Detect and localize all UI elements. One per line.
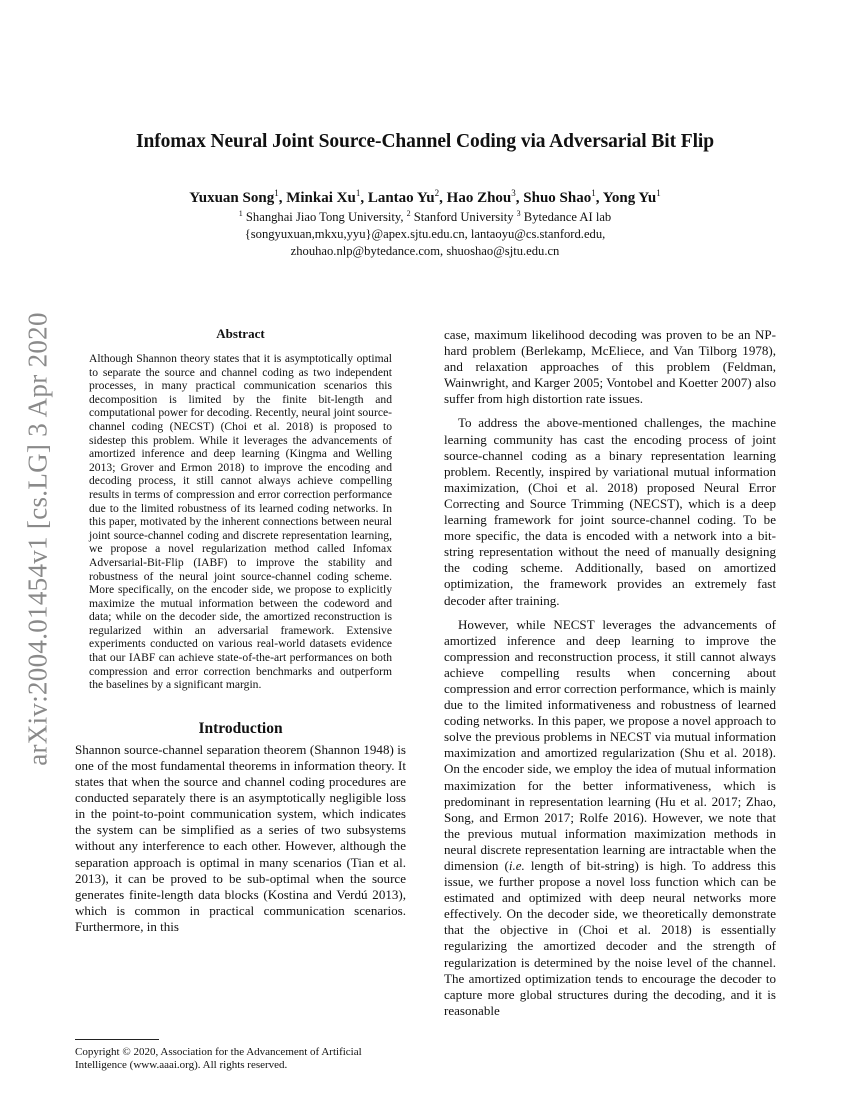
author-name: Lantao Yu: [367, 190, 435, 206]
abstract-text: Although Shannon theory states that it is asymptotically optimal to separate the source and channel coding as two independent processes, in many practical communication scenarios this decomposition is limited by the finite bit-length and computational power for decoding. Recently, neural joint source-channel coding (NECST) (Choi et al. 2018) is proposed to sidestep this problem. While it leverages the advancements of amortized inference and deep learning (Kingma and Welling 2013; Grover and Ermon 2018) to improve the encoding and decoding process, it still cannot always achieve compelling results in terms of compression and error correction performance due to the limited robustness of its learned coding networks. In this paper, motivated by the inherent connections between neural joint source-channel coding and discrete representation learning, we propose a novel regularization method called Infomax Adversarial-Bit-Flip (IABF) to improve the stability and robustness of the neural joint source-channel coding scheme. More specifically, on the encoder side, we propose to explicitly maximize the mutual information between the codeword and data; while on the decoder side, the amortized reconstruction is regularized within an adversarial framework. Extensive experiments conducted on various real-world datasets evidence that our IABF can achieve state-of-the-art performances on both compression and error correction benchmarks and outperform the baselines by a significant margin.: [89, 352, 392, 692]
author-affil-mark: 1: [355, 188, 361, 198]
affiliation-name: Shanghai Jiao Tong University,: [242, 210, 407, 224]
author-name: Hao Zhou: [446, 190, 512, 206]
author-separator: ,: [595, 190, 603, 206]
paragraph-text: However, while NECST leverages the advancements of amortized inference and deep learning to improve the compression and reconstruction process, it still cannot always achieve compelling results when concerning about compression and error correction performance, which is mainly due to the limited informativeness and robustness of learned coding networks. In this paper, we propose a novel approach to solve the previous problems in NECST via mutual information maximization and amortized regularization (Shu et al. 2018). On the encoder side, we employ the idea of mutual information maximization for the better informativeness, which is predominant in representation learning (Hu et al. 2017; Zhao, Song, and Ermon 2017; Rolfe 2016). However, we note that the previous mutual information maximization methods in neural discrete representation learning are intractable when the dimension (: [444, 616, 776, 873]
affil-mark: 3: [516, 209, 521, 218]
italic-abbrev: i.e.: [508, 858, 525, 873]
author-name: Minkai Xu: [286, 190, 356, 206]
author-affil-mark: 1: [591, 188, 596, 198]
paragraph-text: length of bit-string) is high. To address this issue, we further propose a novel loss function which can be estimated and optimized with deep neural networks more effectively. On the decoder side, we theoretically demonstrate that the objective in (Choi et al. 2018) is essentially regularizing the amortized decoder and the strength of regularization is determined by the noise level of the channel. The amortized optimization tends to encourage the decoder to capture more global structures during the decoding, and it is reasonable: [444, 858, 776, 1018]
author-separator: ,: [515, 190, 524, 206]
affiliation-name: Stanford University: [410, 210, 517, 224]
author-affil-mark: 2: [434, 188, 440, 198]
copyright-text: 2020, Association for the Advancement of Artificial Intelligence (www.aaai.org). All rights reserved.: [75, 1046, 362, 1072]
author-separator: ,: [360, 190, 368, 206]
author-affil-mark: 1: [274, 188, 279, 198]
right-paragraph-3: [444, 617, 776, 1019]
left-column: [75, 326, 406, 935]
introduction-paragraph-1: Shannon source-channel separation theorem (Shannon 1948) is one of the most fundamental theorems in information theory. It states that when the source and channel coding procedures are conducted separately there is an asymptotically negligible loss in the point-to-point communication system, which indicates the system can be simplified as a series of two subsystems without any interference to each other. However, although the separation approach is optimal in many scenarios (Tian et al. 2013), it can be proved to be sub-optimal when the source generates finite-length data blocks (Kostina and Verdú 2013), which is common in practical communication scenarios. Furthermore, in this: [75, 741, 406, 934]
affiliation-name: Bytedance AI lab: [520, 210, 612, 224]
right-paragraph-1: case, maximum likelihood decoding was proven to be an NP-hard problem (Berlekamp, McEliece, and Van Tilborg 1978), and relaxation approaches of this problem (Feldman, Wainwright, and Karger 2005; Vontobel and Koetter 2007) also suffer from high distortion rate issues.: [444, 327, 776, 407]
author-name: Yuxuan Song: [189, 190, 275, 206]
email-line-1: {songyuxuan,mkxu,yyu}@apex.sjtu.edu.cn, lantaoyu@cs.stanford.edu,: [244, 227, 606, 241]
introduction-heading: Introduction: [198, 719, 283, 737]
right-paragraph-2: To address the above-mentioned challenges, the machine learning community has cast the encoding process of joint source-channel coding as a binary representation learning problem. Recently, inspired by variational mutual information maximization, (Choi et al. 2018) proposed Neural Error Correcting and Source Trimming (NECST), which is a deep learning framework for joint source-channel coding. To be more specific, the data is encoded with a network into a bit-string representation without the need of manually designing the coding scheme. Additionally, based on amortized optimization, the framework provides an extremely fast decoder after training.: [444, 415, 776, 608]
copyright-footnote: [75, 1046, 406, 1072]
copyright-symbol: ©: [122, 1046, 131, 1058]
author-name: Yong Yu: [602, 190, 657, 206]
author-separator: ,: [439, 190, 447, 206]
paper-title: Infomax Neural Joint Source-Channel Coding via Adversarial Bit Flip: [136, 131, 714, 152]
author-name: Shuo Shao: [523, 190, 592, 206]
author-affil-mark: 1: [656, 188, 661, 198]
arxiv-watermark-text: arXiv:2004.01454v1 [cs.LG] 3 Apr 2020: [22, 312, 53, 766]
abstract-heading: Abstract: [216, 326, 265, 341]
right-column: [444, 327, 776, 1019]
author-separator: ,: [278, 190, 287, 206]
author-list: [0, 190, 850, 207]
copyright-prefix: Copyright: [75, 1046, 123, 1058]
author-affil-mark: 3: [511, 188, 516, 198]
footnote-rule: [75, 1039, 159, 1040]
arxiv-watermark: [18, 296, 58, 782]
email-line-2: zhouhao.nlp@bytedance.com, shuoshao@sjtu.edu.cn: [290, 244, 560, 258]
affiliations: [0, 209, 850, 226]
affil-mark: 1: [238, 209, 243, 218]
affil-mark: 2: [406, 209, 411, 218]
